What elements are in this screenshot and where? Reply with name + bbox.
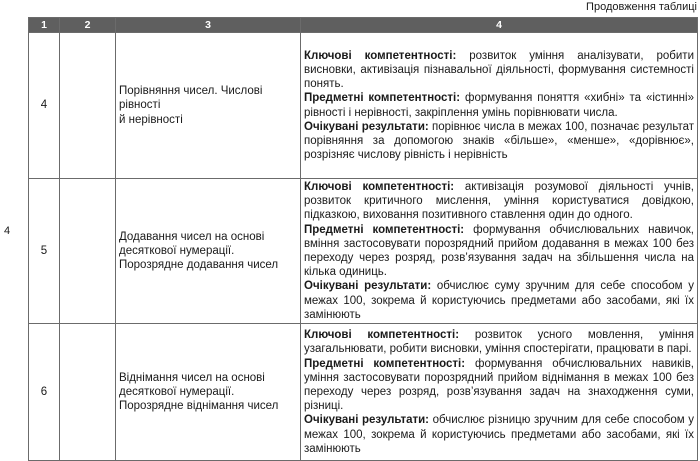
topic-line: Порозрядне додавання чисел: [119, 259, 279, 272]
key-competencies: [304, 328, 694, 356]
expected-results-text: порівнює числа в межах 100, позначає результат порівняння за допомогою знаків «більше», «менше», «дорівнює», розрізняє числову рівність і нерівність: [304, 120, 694, 162]
table-header-row: [29, 18, 698, 33]
lesson-number: 5: [29, 179, 60, 324]
expected-results-label: Очікувані результати:: [304, 414, 430, 427]
lesson-number: 4: [29, 33, 60, 179]
table-row: [29, 33, 698, 179]
expected-results-text: обчислює різницю зручним для себе способом у межах 100, зокрема й користуючись предметами або засобами, які їх замінюють: [304, 414, 695, 455]
key-competencies-label: Ключові компетентності:: [304, 329, 460, 342]
header-col-4: 4: [301, 18, 698, 33]
key-competencies: [304, 180, 694, 223]
topic-line: Порівняння чисел. Числові: [119, 85, 263, 98]
table-row: [29, 179, 698, 324]
hours-cell: [60, 179, 116, 324]
table-continuation-caption: Продовження таблиці: [586, 1, 697, 13]
expected-results: [304, 279, 694, 322]
header-col-3: 3: [116, 18, 301, 33]
topic-line: рівності: [119, 99, 161, 112]
subject-competencies: [304, 357, 694, 414]
subject-competencies-text: формування обчислювальних навиків, уміння застосовувати порозрядний прийом віднімання в межах 100 без переходу через розряд, розв’язування задач на знаходження суми, різниці.: [304, 357, 695, 413]
subject-competencies-label: Предметні компетентності:: [304, 92, 461, 105]
expected-results: [304, 413, 694, 456]
lesson-topic: [116, 179, 301, 324]
topic-line: й нерівності: [119, 113, 183, 126]
subject-competencies-text: формування обчислювальних навичок, вміння застосовувати порозрядний прийом додавання в межах 100 без переходу через розряд, розв’язування задач на збільшення числа на кілька одиниць.: [304, 223, 694, 279]
key-competencies-text: активізація розумової діяльності учнів, розвиток критичного мислення, уміння користуватися довідкою, підказкою, виховання позитивного ставлення один до одного.: [304, 181, 694, 222]
expected-results-text: обчислює суму зручним для себе способом у межах 100, зокрема й користуючись предметами або засобами, які їх замінюють: [304, 280, 694, 321]
topic-line: Порозрядне віднімання чисел: [119, 400, 279, 413]
lesson-topic: [116, 324, 301, 461]
header-col-2: 2: [60, 18, 116, 33]
lesson-description: [301, 179, 698, 324]
subject-competencies-label: Предметні компетентності:: [304, 357, 466, 370]
page-number: 4: [3, 225, 11, 237]
topic-line: Додавання чисел на основі: [119, 230, 265, 243]
key-competencies-text: розвиток усного мовлення, уміння узагальнювати, робити висновки, уміння спостерігати, працювати в парі.: [304, 329, 694, 356]
expected-results-label: Очікувані результати:: [304, 280, 432, 293]
key-competencies: [304, 49, 694, 92]
hours-cell: [60, 324, 116, 461]
expected-results-label: Очікувані результати:: [304, 120, 429, 133]
subject-competencies: [304, 91, 694, 119]
lesson-number: 6: [29, 324, 60, 461]
subject-competencies-text: формування поняття «хибні» та «істинні» рівності і нерівності, закріплення умінь порівнювати числа.: [304, 92, 694, 119]
hours-cell: [60, 33, 116, 179]
lesson-topic: [116, 33, 301, 179]
key-competencies-text: розвиток уміння аналізувати, робити висновки, активізація пізнавальної діяльності, формування системності понять.: [304, 49, 694, 91]
key-competencies-label: Ключові компетентності:: [304, 49, 457, 62]
key-competencies-label: Ключові компетентності:: [304, 181, 455, 193]
lesson-description: [301, 324, 698, 461]
topic-line: Віднімання чисел на основі: [119, 371, 265, 384]
subject-competencies: [304, 223, 694, 280]
topic-line: десяткової нумерації.: [119, 385, 235, 398]
subject-competencies-label: Предметні компетентності:: [304, 223, 465, 236]
lesson-description: [301, 33, 698, 179]
expected-results: [304, 120, 694, 163]
header-col-1: 1: [29, 18, 60, 33]
lesson-plan-table: [28, 17, 698, 461]
table-row: [29, 324, 698, 461]
topic-line: десяткової нумерації.: [119, 244, 235, 257]
